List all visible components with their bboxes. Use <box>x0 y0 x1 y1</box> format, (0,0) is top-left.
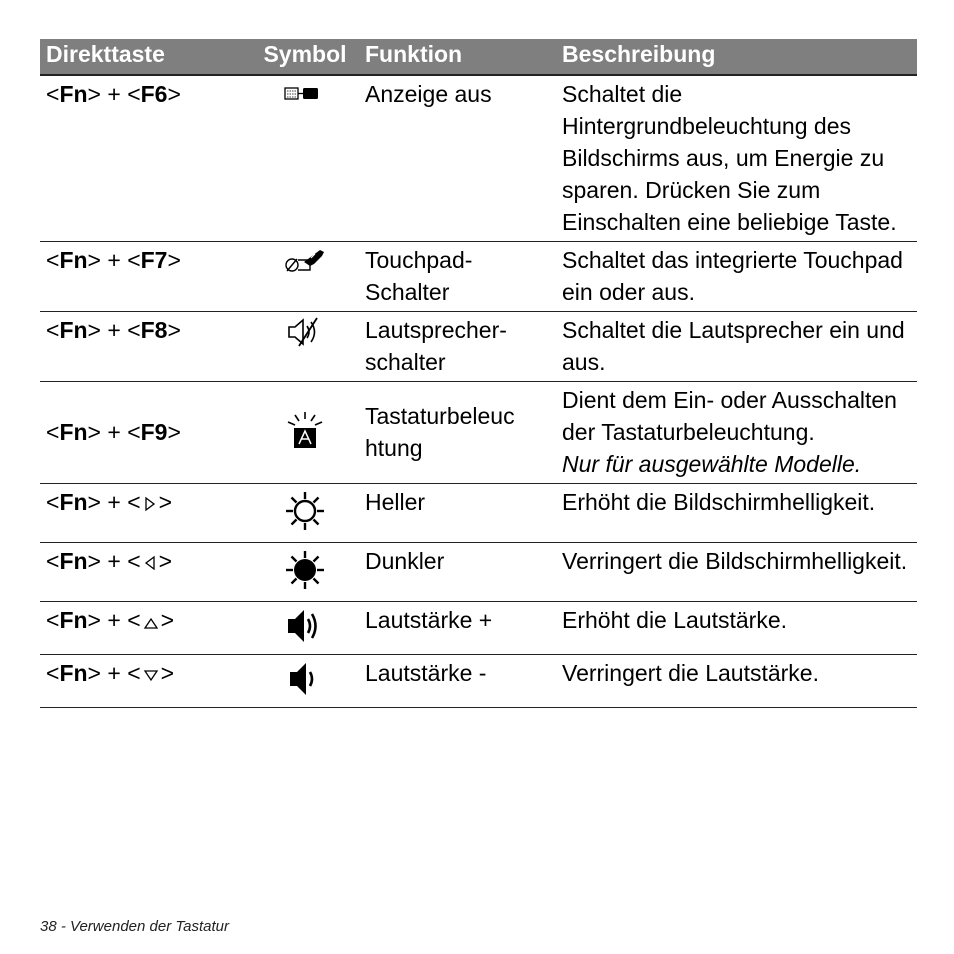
left-arrow-icon <box>143 547 157 579</box>
description-cell: Schaltet die Hintergrundbeleuchtung des Bildschirms aus, um Energie zu sparen. Drücken Sie zum Einschalten eine beliebige Taste. <box>556 75 917 242</box>
table-row <box>40 242 917 312</box>
table-row <box>40 382 917 484</box>
key-fn: Fn <box>59 317 88 343</box>
function-line: schalter <box>365 349 446 375</box>
touchpad-toggle-icon <box>280 255 330 281</box>
description-cell: Erhöht die Bildschirmhelligkeit. <box>556 484 917 543</box>
function-line: Tastaturbeleuc <box>365 403 515 429</box>
volume-down-icon <box>283 678 327 704</box>
model-note: Nur für ausgewählte Modelle. <box>562 451 862 477</box>
symbol-cell <box>251 484 359 543</box>
symbol-cell <box>251 75 359 242</box>
brightness-up-icon <box>282 513 328 539</box>
table-row <box>40 75 917 242</box>
hotkey-cell: <Fn> + < > <box>40 655 251 708</box>
key-f9: F9 <box>140 419 168 445</box>
description-text: Dient dem Ein- oder Ausschalten der Tastaturbeleuchtung. <box>562 387 897 445</box>
symbol-cell <box>251 382 359 484</box>
function-cell <box>359 312 556 382</box>
header-direkttaste: Direkttaste <box>40 39 251 75</box>
hotkey-cell: <Fn> + <F9> <box>40 382 251 484</box>
hotkey-cell: <Fn> + < > <box>40 602 251 655</box>
symbol-cell <box>251 655 359 708</box>
key-fn: Fn <box>59 81 88 107</box>
table-row <box>40 312 917 382</box>
function-cell: Heller <box>359 484 556 543</box>
right-arrow-icon <box>143 488 157 520</box>
speaker-mute-icon <box>285 327 325 353</box>
down-arrow-icon <box>143 659 159 691</box>
description-cell <box>556 382 917 484</box>
function-cell: Anzeige aus <box>359 75 556 242</box>
symbol-cell <box>251 242 359 312</box>
function-cell: Dunkler <box>359 543 556 602</box>
function-cell <box>359 242 556 312</box>
description-cell: Schaltet die Lautsprecher ein und aus. <box>556 312 917 382</box>
description-cell: Verringert die Lautstärke. <box>556 655 917 708</box>
key-f6: F6 <box>140 81 168 107</box>
description-cell: Schaltet das integrierte Touchpad ein oder aus. <box>556 242 917 312</box>
up-arrow-icon <box>143 606 159 638</box>
hotkey-cell: <Fn> + <F8> <box>40 312 251 382</box>
keyboard-backlight-icon <box>283 432 327 458</box>
key-fn: Fn <box>59 607 88 633</box>
key-fn: Fn <box>59 489 88 515</box>
key-f8: F8 <box>140 317 168 343</box>
description-cell: Erhöht die Lautstärke. <box>556 602 917 655</box>
key-fn: Fn <box>59 247 88 273</box>
hotkey-table <box>40 39 917 708</box>
table-row <box>40 655 917 708</box>
symbol-cell <box>251 312 359 382</box>
table-row <box>40 602 917 655</box>
header-funktion: Funktion <box>359 39 556 75</box>
hotkey-cell: <Fn> + <F7> <box>40 242 251 312</box>
header-symbol: Symbol <box>251 39 359 75</box>
function-line: Touchpad- <box>365 247 473 273</box>
brightness-down-icon <box>282 572 328 598</box>
function-line: Lautsprecher- <box>365 317 507 343</box>
volume-up-icon <box>283 625 327 651</box>
symbol-cell <box>251 543 359 602</box>
key-fn: Fn <box>59 660 88 686</box>
key-fn: Fn <box>59 548 88 574</box>
function-line: htung <box>365 435 423 461</box>
display-off-icon <box>282 83 328 109</box>
table-row <box>40 484 917 543</box>
page-footer: 38 - Verwenden der Tastatur <box>40 918 230 935</box>
table-header-row <box>40 39 917 75</box>
key-f7: F7 <box>140 247 168 273</box>
key-fn: Fn <box>59 419 88 445</box>
function-cell <box>359 382 556 484</box>
function-cell: Lautstärke - <box>359 655 556 708</box>
hotkey-cell: <Fn> + < > <box>40 543 251 602</box>
function-cell: Lautstärke + <box>359 602 556 655</box>
description-cell: Verringert die Bildschirmhelligkeit. <box>556 543 917 602</box>
table-row <box>40 543 917 602</box>
symbol-cell <box>251 602 359 655</box>
header-beschreibung: Beschreibung <box>556 39 917 75</box>
hotkey-cell: <Fn> + < > <box>40 484 251 543</box>
function-line: Schalter <box>365 279 450 305</box>
hotkey-cell: <Fn> + <F6> <box>40 75 251 242</box>
